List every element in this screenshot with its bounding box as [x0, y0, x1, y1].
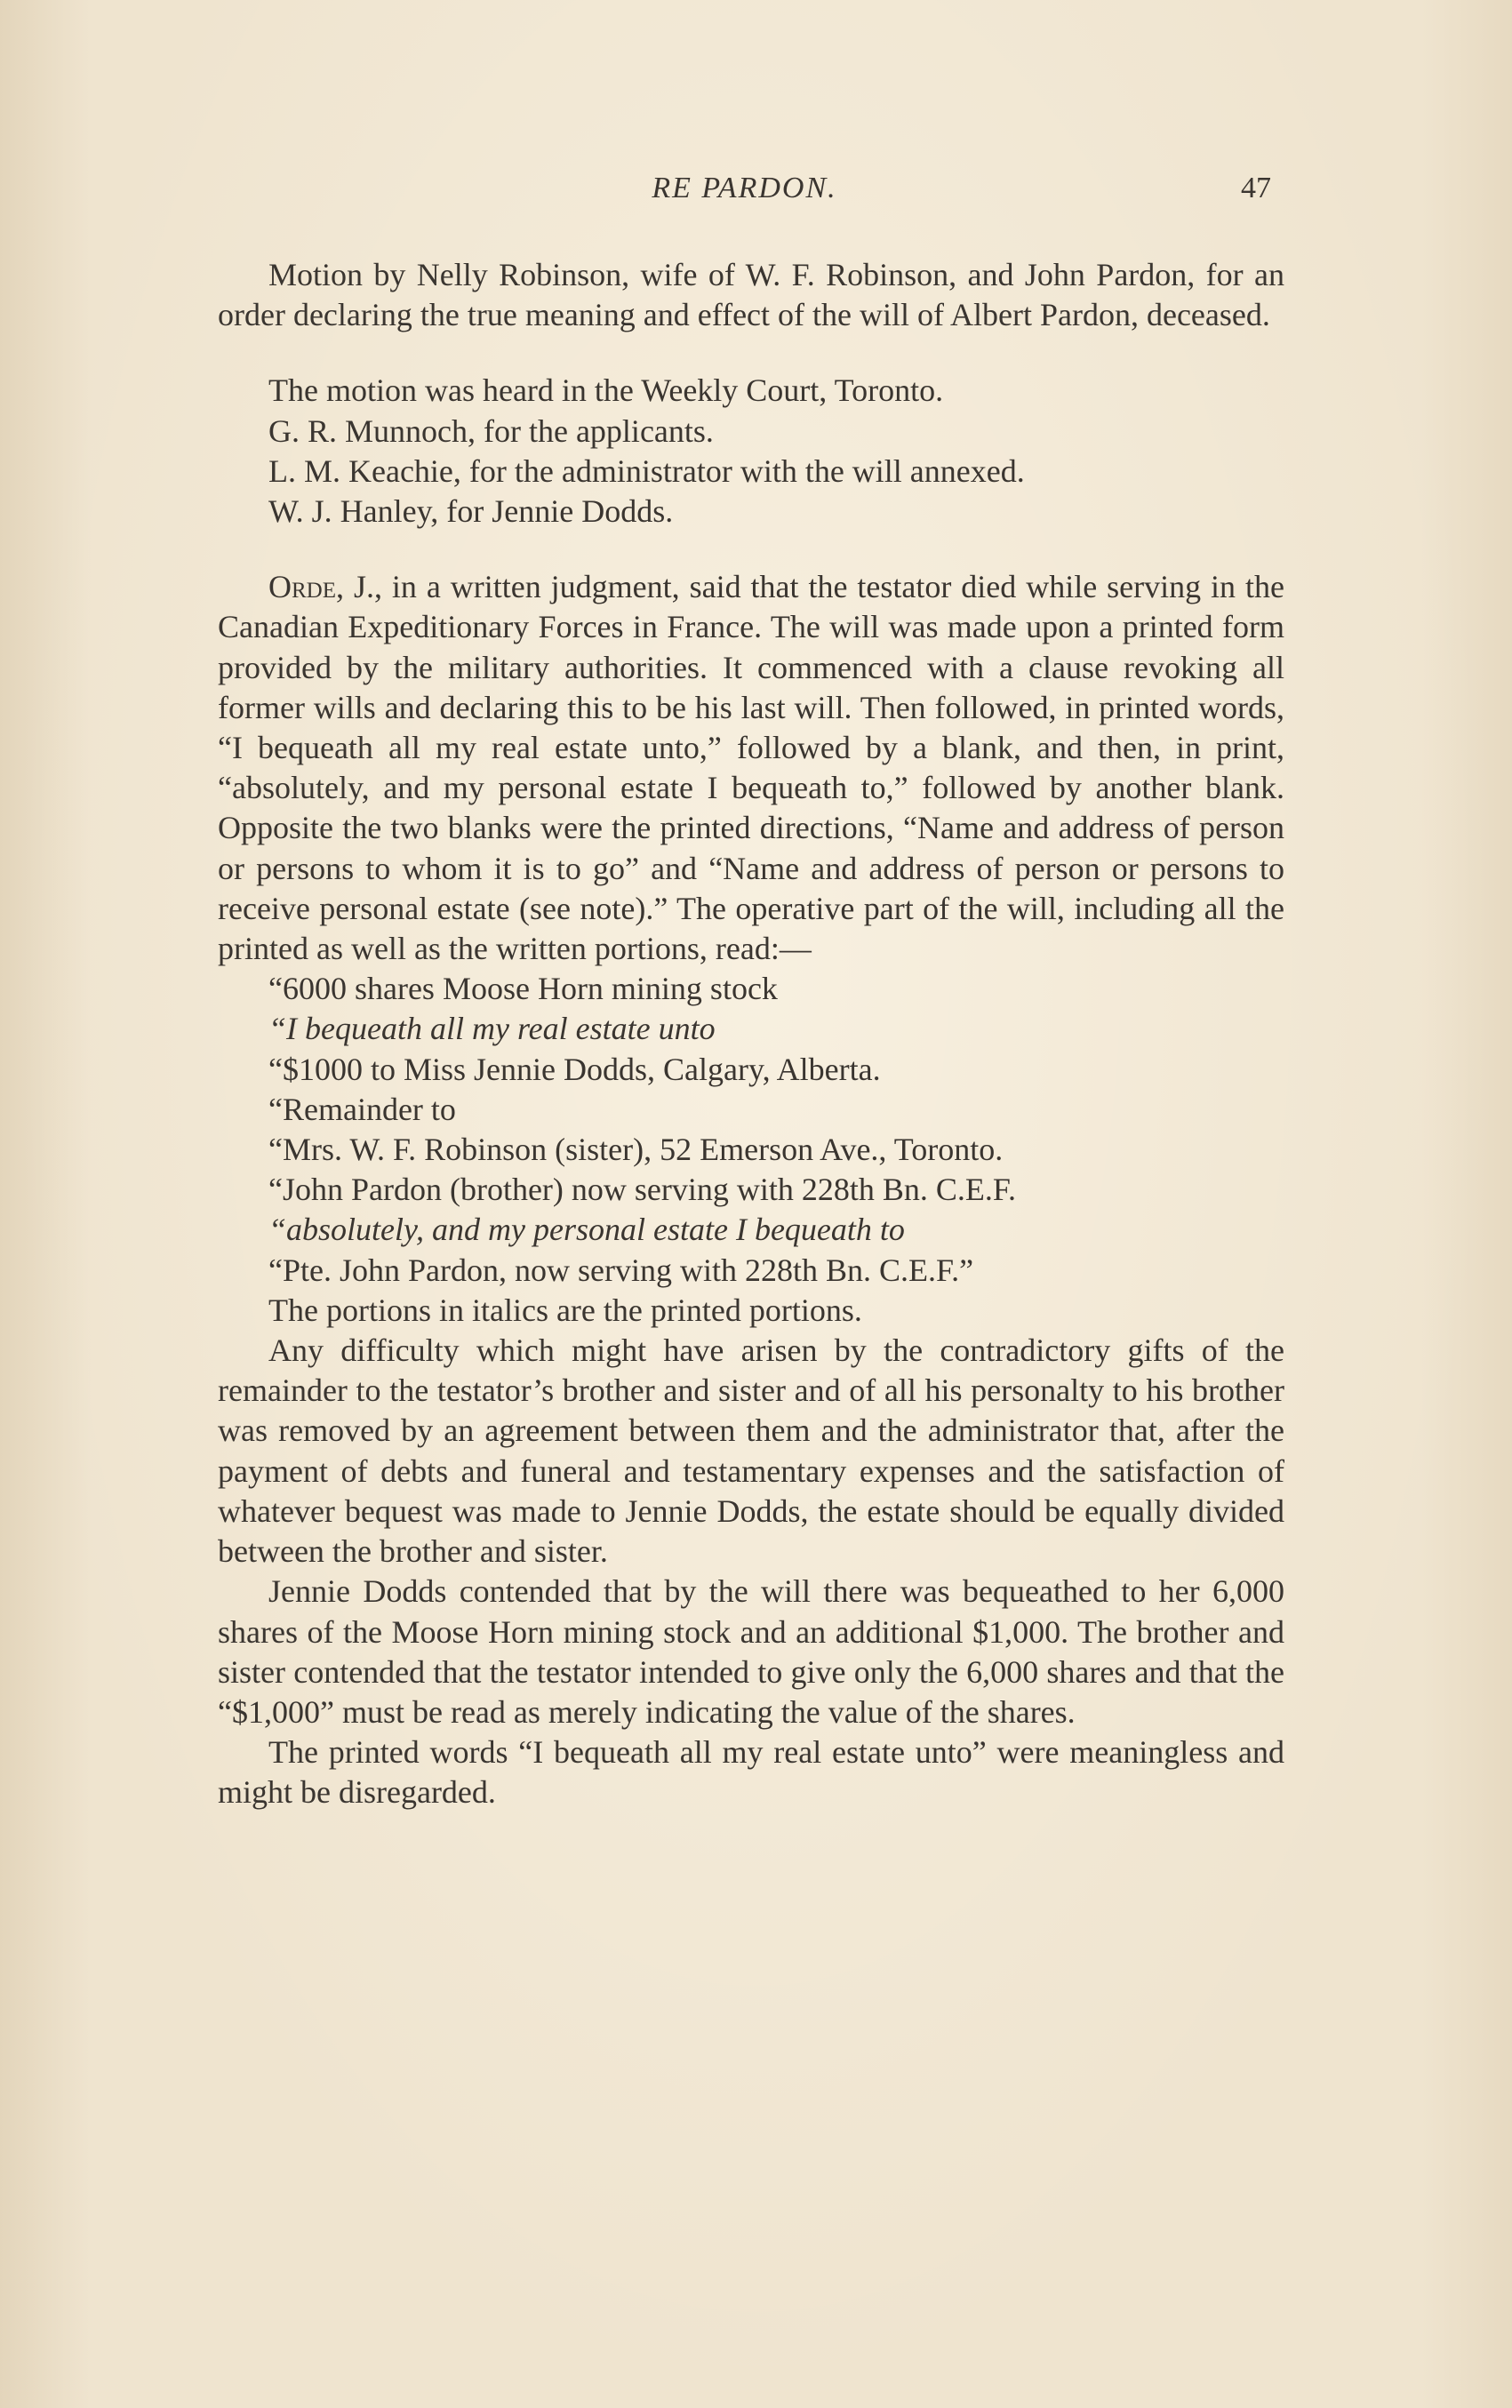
will-line: “Pte. John Pardon, now serving with 228th Bn. C.E.F.”: [268, 1252, 974, 1288]
body-paragraph: Any difficulty which might have arisen by the contradictory gifts of the remainder to the testator’s brother and sister and of all his personalty to his brother was removed by an agreement between them and the administrator that, after the payment of debts and funeral and testamentary expenses and the satisfaction of whatever bequest was made to Jennie Dodds, the estate should be equally divided between the brother and sister.: [218, 1332, 1284, 1570]
judge-name: Orde, J.: [268, 569, 374, 605]
judgment-text: , in a written judgment, said that the testator died while serving in the Canadian Expeditionary Forces in France. The will was made upon a printed form provided by the military authorities. It commenced with a clause revoking all former wills and declaring this to be his last will. Then followed, in printed words, “I bequeath all my real estate unto,” followed by a blank, and then, in print, “absolutely, and my personal estate I bequeath to,” followed by another blank. Opposite the two blanks were the printed directions, “Name and address of person or persons to whom it is to go” and “Name and address of person or persons to receive personal estate (see note).” The operative part of the will, including all the printed as well as the written portions, read:—: [218, 569, 1284, 967]
counsel-line: W. J. Hanley, for Jennie Dodds.: [268, 493, 674, 530]
will-line-printed: “absolutely, and my personal estate I bequeath to: [268, 1212, 905, 1248]
motion-paragraph: Motion by Nelly Robinson, wife of W. F. Robinson, and John Pardon, for an order declaring the true meaning and effect of the will of Albert Pardon, deceased.: [218, 257, 1284, 333]
will-line: “$1000 to Miss Jennie Dodds, Calgary, Alberta.: [268, 1051, 881, 1087]
will-line: “Mrs. W. F. Robinson (sister), 52 Emerson Ave., Toronto.: [268, 1132, 1004, 1168]
counsel-line: L. M. Keachie, for the administrator with the will annexed.: [268, 452, 1025, 489]
will-line: “Remainder to: [268, 1091, 456, 1127]
italics-note: The portions in italics are the printed portions.: [268, 1292, 862, 1328]
body-text: [218, 255, 1284, 1813]
judgment-paragraph: [218, 567, 1284, 969]
running-title: RE PARDON.: [652, 172, 837, 204]
will-line: “John Pardon (brother) now serving with 228th Bn. C.E.F.: [268, 1172, 1017, 1208]
body-paragraph: Jennie Dodds contended that by the will there was bequeathed to her 6,000 shares of the Moose Horn mining stock and an additional $1,000. The brother and sister contended that the testator intended to give only the 6,000 shares and that the “$1,000” must be read as merely indicating the value of the shares.: [218, 1573, 1284, 1730]
page-number: 47: [1241, 172, 1271, 204]
counsel-line: G. R. Munnoch, for the applicants.: [268, 412, 714, 449]
hearing-line: The motion was heard in the Weekly Court, Toronto.: [268, 372, 944, 409]
will-line: “6000 shares Moose Horn mining stock: [268, 971, 778, 1007]
running-head: [218, 172, 1271, 216]
will-line-printed: “I bequeath all my real estate unto: [268, 1011, 716, 1047]
body-paragraph: The printed words “I bequeath all my real estate unto” were meaningless and might be disregarded.: [218, 1734, 1284, 1811]
